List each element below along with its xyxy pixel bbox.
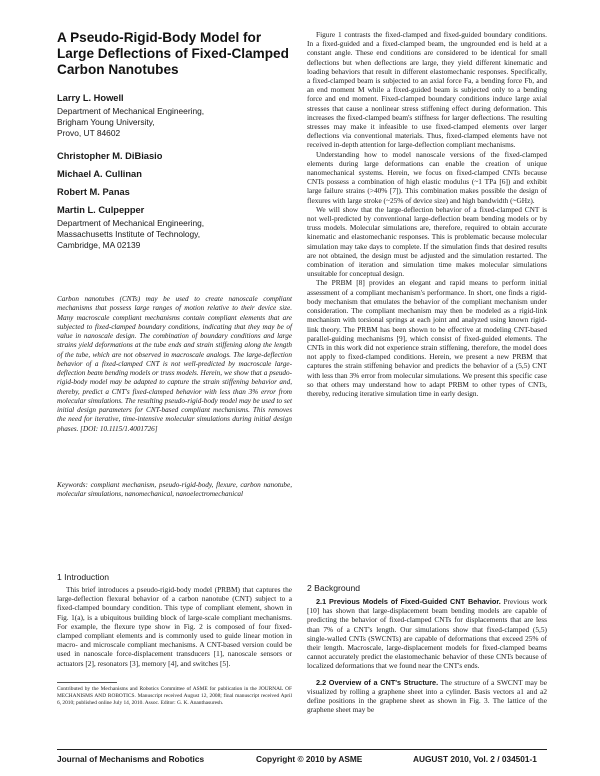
paragraph: Understanding how to model nanoscale versions of the fixed-clamped elements during large deformations can enable the creation of unique nanomechanical systems. Herein, we focus on fixed-clamped CNTs because CNTs possess a combination of high elastic modulus (~1 TPa [6]) and exhibit large failure strains (>40% [7]). This combination makes possible the design of flexures with large stroke (~25% of device size) and high bandwidth (~GHz). [307, 149, 547, 205]
affiliation-line: Brigham Young University, [57, 117, 155, 127]
paragraph: The PRBM [8] provides an elegant and rapid means to perform initial assessment of a compliant mechanism's performance. In short, one finds a rigid-body mechanism that emulates the behavior of the compliant mechanism under consideration. The compliant mechanism may then be modeled as a rigid-link mechanism with torsional springs at each joint and analyzed using known rigid-link theory. The PRBM has been shown to be effective at modeling CNT-based parallel-guiding mechanisms [9], which consist of fixed-guided elements. The CNTs in this work did not experience strain stiffening, therefore, the model does not apply to fixed-clamped conditions. Herein, we present a new PRBM that captures the strain stiffening behavior and predicts the behavior of a (5,5) CNT with less than 3% error from molecular simulations. We present this specific case so that others may understand how to adapt PRBM to other types of CNTs, thereby, reducing iterative simulation time in early design. [307, 278, 547, 398]
paragraph: This brief introduces a pseudo-rigid-body model (PRBM) that captures the large-deflection flexural behavior of a carbon nanotube (CNT) subject to a fixed-clamped boundary condition. This type of compliant element, shown in Fig. 1(a), is a ubiquitous building block of large-scale compliant mechanisms. For example, the flexure type show in Fig. 2 is composed of four fixed-clamped compliant elements and is commonly used to guide linear motion in macro- and microscale compliant mechanisms. A CNT-based version could be used in nanoscale force-displacement transducers [1], nanoscale sensors or actuators [2], resonators [3], memory [4], and switches [5]. [57, 585, 292, 668]
right-column [307, 30, 547, 398]
footer-copyright: Copyright © 2010 by ASME [256, 754, 363, 764]
author-name: Robert M. Panas [57, 187, 130, 197]
author-name: Christopher M. DiBiasio [57, 151, 163, 161]
affiliation-line: Provo, UT 84602 [57, 128, 121, 138]
footer-journal: Journal of Mechanisms and Robotics [57, 754, 205, 764]
paragraph: Figure 1 contrasts the fixed-clamped and fixed-guided boundary conditions. In a fixed-guided and a fixed-clamped beam, the ungrounded end is held at a constant angle. These end conditions are considered to be identical for small deflections but when deflections are large, they yield different kinematic and loading behaviors that result in different elastomechanic responses. Specifically, a fixed-clamped beam is subjected to an axial force Fa, a bending force Fb, and an end moment M while a fixed-guided beam is subjected only to a bending force and end moment. Fixed-clamped boundary conditions induce large axial stresses that cause a nonlinear stress stiffening effect during deformation. This increases the fixed-clamped beam's stiffness for larger deflections. The resulting stresses may make it infeasible to use fixed-clamped elements over larger deflections via conventional materials. Thus, fixed-clamped elements have not received in-depth attention for large-deflection compliant mechanisms. [307, 30, 547, 150]
author-affiliation [57, 106, 292, 139]
paper-title: A Pseudo-Rigid-Body Model for Large Deflections of Fixed-Clamped Carbon Nanotubes [57, 30, 289, 77]
left-column [57, 30, 292, 499]
affiliation-line: Massachusetts Institute of Technology, [57, 229, 201, 239]
author-name: Michael A. Cullinan [57, 169, 142, 179]
subsection-text: The structure of a SWCNT may be visualized by rolling a graphene sheet into a cylinder. Basis vectors a1 and a2 define positions in the graphene sheet as shown in Fig. 3. The lattice of the graphene sheet may be [307, 677, 547, 715]
introduction-body [57, 585, 292, 668]
subsection-previous-models [307, 597, 547, 671]
footnote: Contributed by the Mechanisms and Robotics Committee of ASME for publication in the JOURNAL OF MECHANISMS AND ROBOTICS. Manuscript received August 12, 2008; final manuscript received April 6, 2010; published online July 14, 2010. Assoc. Editor: G. K. Ananthasuresh. [57, 686, 292, 707]
affiliation-line: Cambridge, MA 02139 [57, 240, 141, 250]
author-name: Martin L. Culpepper [57, 205, 145, 215]
subsection-text: Previous work [10] has shown that large-displacement beam bending models are capable of predicting the behavior of fixed-clamped CNTs for displacements that are less than 7% of a CNT's length. Our simulations show that fixed-clamped (5,5) single-walled CNTs (SWCNTs) are capable of deformations that exceed 25% of their length. Macroscale, large-displacement models for fixed-clamped beams cannot accurately predict the elastomechanic behavior of these CNTs because of localized deformations that we found near the CNT's ends. [307, 597, 547, 671]
subsection-title: 2.1 Previous Models of Fixed-Guided CNT Behavior. [316, 597, 501, 606]
background-body [307, 597, 547, 714]
footer-issue: AUGUST 2010, Vol. 2 / 034501-1 [413, 754, 537, 764]
author-affiliation [57, 218, 292, 251]
subsection-cnt-structure [307, 678, 547, 715]
section-heading-introduction: 1 Introduction [57, 572, 110, 582]
section-heading-background: 2 Background [307, 583, 361, 593]
affiliation-line: Department of Mechanical Engineering, [57, 218, 205, 228]
author-name: Larry L. Howell [57, 93, 124, 103]
footnote-divider [57, 682, 117, 683]
subsection-title: 2.2 Overview of a CNT's Structure. [316, 677, 439, 687]
footer-divider [57, 749, 547, 750]
affiliation-line: Department of Mechanical Engineering, [57, 106, 205, 116]
abstract: Carbon nanotubes (CNTs) may be used to create nanoscale compliant mechanisms that possess large ranges of motion relative to their device size. Many macroscale compliant mechanisms contain compliant elements that are subjected to fixed-clamped boundary conditions, indicating that they may be of value in nanoscale design. The combination of boundary conditions and large strains yield deformations at the tube ends and strain stiffening along the length of the tube, which are not observed in macroscale analogs. The large-deflection behavior of a fixed-clamped CNT is not well-predicted by macroscale large-deflection beam bending models or truss models. Herein, we show that a pseudo-rigid-body model may be adapted to capture the strain stiffening behavior and, thereby, predict a CNT's fixed-clamped behavior with less than 3% error from molecular simulations. The resulting pseudo-rigid-body model may be used to set initial design parameters for CNT-based compliant mechanisms. This removes the need for iterative, time-intensive molecular simulations during initial design phases. [DOI: 10.1115/1.4001726] [57, 295, 292, 433]
keywords: Keywords: compliant mechanism, pseudo-rigid-body, flexure, carbon nanotube, molecular simulations, nanomechanical, nanoelectromechanical [57, 481, 292, 499]
paragraph: We will show that the large-deflection behavior of a fixed-clamped CNT is not well-predicted by conventional large-deflection beam bending models or by truss models. Molecular simulations are, therefore, required to obtain accurate kinematic and elastomechanic responses. This is problematic because molecular simulation may take days to complete. If the simulation finds that desired results are not obtained, the design must be adjusted and the simulation restarted. The combination of iteration and simulation time makes molecular simulations unsuitable for conceptual design. [307, 204, 547, 279]
